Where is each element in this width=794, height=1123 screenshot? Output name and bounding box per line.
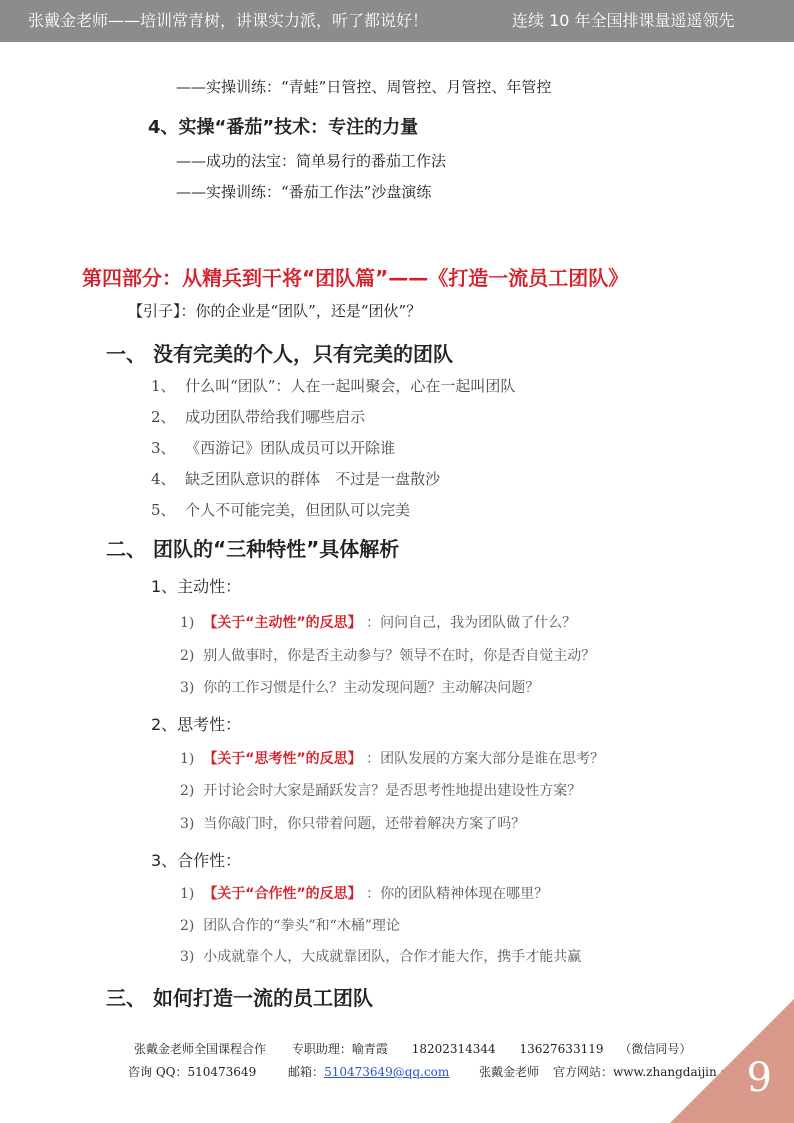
trait-question: 3) 你的工作习惯是什么？主动发现问题？主动解决问题？ (180, 680, 540, 696)
footer-email-link[interactable]: 510473649@qq.com (324, 1065, 450, 1079)
footer-qq: 咨询 QQ：510473649 (128, 1065, 257, 1079)
list-item: 1、 什么叫“团队”：人在一起叫聚会，心在一起叫团队 (151, 377, 516, 395)
heading-tomato-technique: 4、实操“番茄”技术：专注的力量 (148, 117, 419, 138)
section2-title: 二、 团队的“三种特性”具体解析 (106, 537, 400, 561)
trait-question: 1) 【关于“思考性”的反思】 ：团队发展的方案大部分是谁在思考？ (180, 751, 605, 767)
reflection-tag: 【关于“思考性”的反思】 (203, 751, 362, 767)
trait-question: 2) 开讨论会时大家是踊跃发言？是否思考性地提出建设性方案？ (180, 783, 582, 799)
list-item: 2、 成功团队带给我们哪些启示 (151, 408, 366, 426)
section3-title: 三、 如何打造一流的员工团队 (106, 986, 373, 1010)
reflection-tag: 【关于“合作性”的反思】 (203, 886, 362, 902)
page-header-banner (0, 0, 794, 42)
trait-thinking-label: 2、思考性： (151, 715, 242, 734)
trait-question: 1) 【关于“合作性”的反思】 ：你的团队精神体现在哪里？ (180, 886, 549, 902)
trait-question: 3) 当你敲门时，你只带着问题，还带着解决方案了吗？ (180, 816, 526, 832)
intro-line (128, 300, 421, 321)
footer-info-line: 咨询 QQ：510473649 邮箱：510473649@qq.com 张戴金老师 官方网站：www.zhangdaijin.com (128, 1065, 746, 1079)
corner-decoration (670, 999, 794, 1123)
tomato-training-line: ——实操训练：“番茄工作法”沙盘演练 (176, 183, 432, 201)
page-number: 9 (746, 1055, 772, 1101)
training-line-frog: ——实操训练：“青蛙”日管控、周管控、月管控、年管控 (176, 78, 552, 96)
list-item: 5、 个人不可能完美，但团队可以完美 (151, 501, 411, 519)
list-item: 3、 《西游记》团队成员可以开除谁 (151, 439, 396, 457)
header-tagline: 连续 10 年全国排课量遥遥领先 (512, 11, 735, 30)
trait-question: 3) 小成就靠个人，大成就靠团队，合作才能大作，携手才能共赢 (180, 949, 582, 965)
trait-cooperation-label: 3、合作性： (151, 851, 242, 870)
header-slogan: 张戴金老师——培训常青树，讲课实力派，听了都说好！ (28, 11, 429, 30)
list-item: 4、 缺乏团队意识的群体 不过是一盘散沙 (151, 470, 441, 488)
reflection-tag: 【关于“主动性”的反思】 (203, 615, 362, 631)
part4-title: 第四部分：从精兵到干将“团队篇”——《打造一流员工团队》 (82, 266, 629, 290)
trait-question: 1) 【关于“主动性”的反思】 ：问问自己，我为团队做了什么？ (180, 615, 577, 631)
footer-website: 官方网站：www.zhangdaijin.com (552, 1065, 746, 1079)
footer-contact-line: 张戴金老师全国课程合作 专职助理：喻青霞 18202314344 13627633119 （微信同号） (134, 1042, 692, 1056)
intro-text: ：你的企业是“团队”，还是“团伙”？ (180, 302, 422, 320)
trait-question: 2) 团队合作的“拳头”和“木桶”理论 (180, 918, 400, 934)
tomato-method-line: ——成功的法宝：简单易行的番茄工作法 (176, 152, 447, 170)
intro-tag: 【引子】 (128, 302, 181, 320)
trait-initiative-label: 1、主动性： (151, 577, 242, 596)
section1-title: 一、 没有完美的个人，只有完美的团队 (106, 342, 453, 366)
trait-question: 2) 别人做事时，你是否主动参与？领导不在时，你是否自觉主动？ (180, 648, 596, 664)
